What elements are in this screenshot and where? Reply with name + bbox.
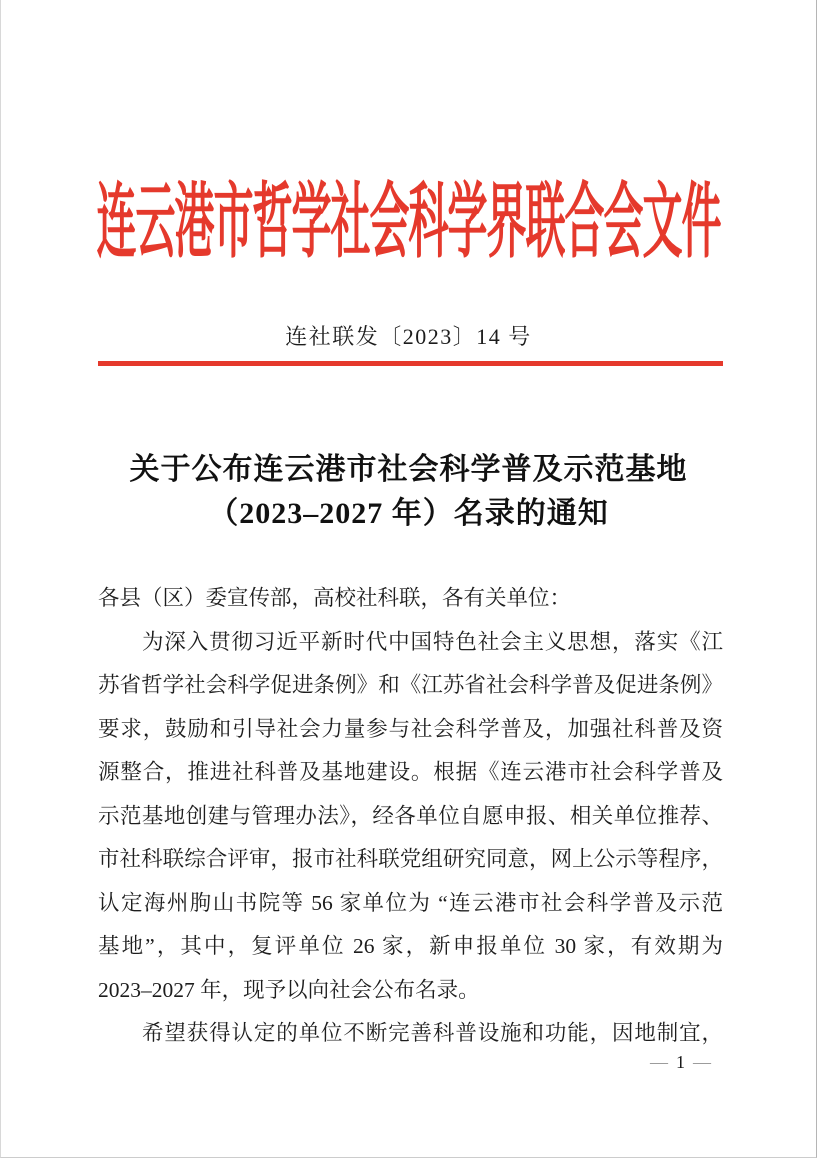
page-number-dash-left: — bbox=[650, 1052, 669, 1072]
org-title-text: 连云港市哲学社会科学界联合会文件 bbox=[96, 177, 721, 269]
body-line: 2023–2027 年，现予以向社会公布名录。 bbox=[98, 977, 480, 1002]
body-line-salutation: 各县（区）委宣传部，高校社科联，各有关单位： bbox=[98, 586, 572, 610]
page-number-value: 1 bbox=[676, 1052, 686, 1072]
body-line: 希望获得认定的单位不断完善科普设施和功能，因地制宜， bbox=[142, 1021, 723, 1045]
body-line: 源整合，推进社科普及基地建设。根据《连云港市社会科学普及 bbox=[98, 760, 723, 784]
body-line: 基地”，其中，复评单位 26 家，新申报单位 30 家，有效期为 bbox=[98, 934, 723, 958]
document-title bbox=[1, 448, 816, 536]
body-line: 苏省哲学社会科学促进条例》和《江苏省社会科学普及促进条例》 bbox=[98, 673, 723, 697]
body-line: 为深入贯彻习近平新时代中国特色社会主义思想，落实《江 bbox=[142, 629, 723, 654]
document-title-line2: （2023–2027 年）名录的通知 bbox=[208, 497, 609, 530]
body-text bbox=[98, 577, 723, 1056]
body-line: 示范基地创建与管理办法》，经各单位自愿申报、相关单位推荐、 bbox=[98, 803, 723, 828]
doc-number: 连社联发〔2023〕14 号 bbox=[285, 324, 532, 349]
body-line: 要求，鼓励和引导社会力量参与社会科学普及，加强社科普及资 bbox=[98, 716, 723, 741]
red-divider-line bbox=[98, 361, 723, 366]
body-line: 市社科联综合评审，报市社科联党组研究同意，网上公示等程序， bbox=[98, 847, 723, 871]
page-number-dash-right: — bbox=[693, 1052, 712, 1072]
page-number bbox=[643, 1051, 719, 1073]
body-line: 认定海州朐山书院等 56 家单位为 “连云港市社会科学普及示范 bbox=[98, 890, 723, 915]
document-title-line1: 关于公布连云港市社会科学普及示范基地 bbox=[129, 453, 688, 486]
red-header-banner bbox=[1, 177, 816, 269]
